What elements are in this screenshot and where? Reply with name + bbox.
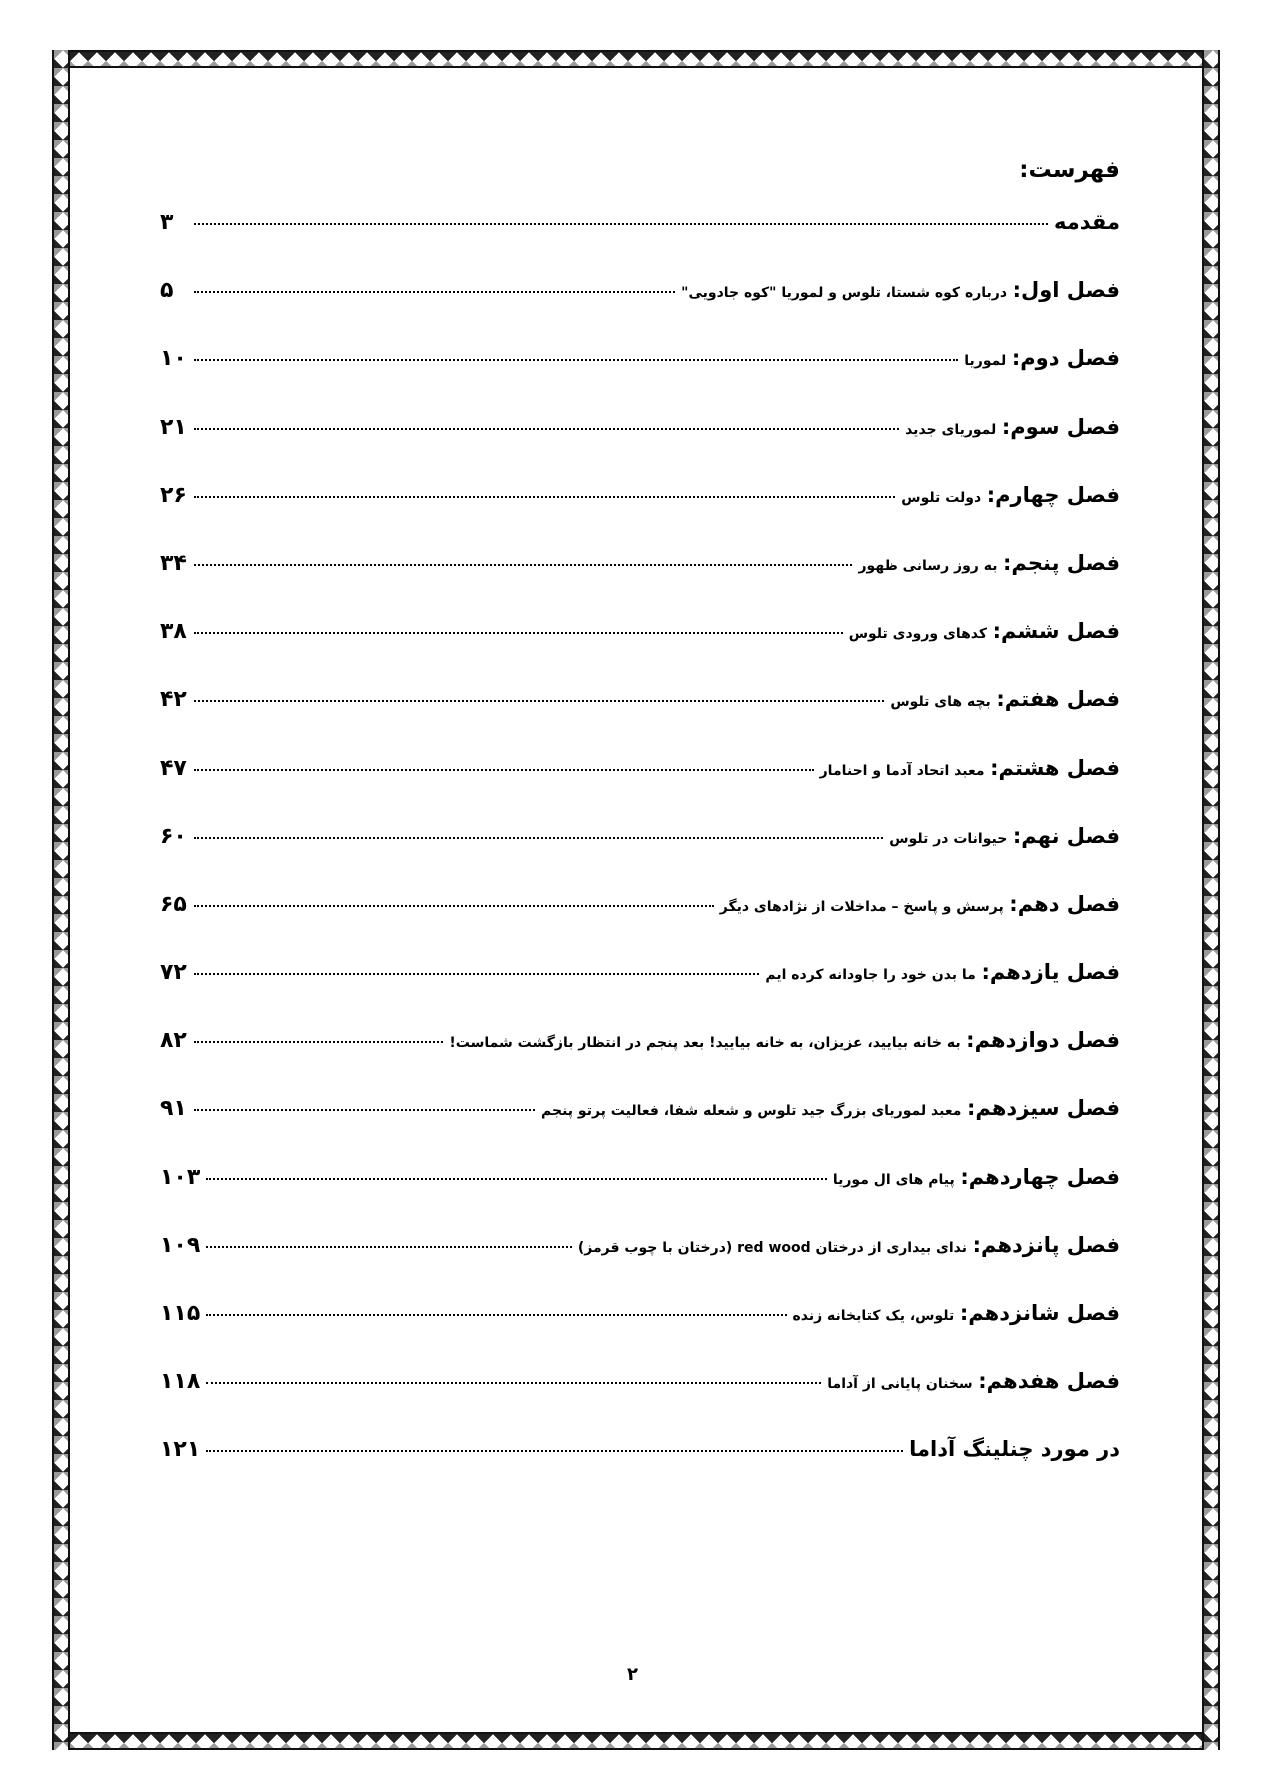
toc-entry-title <box>964 344 1120 375</box>
toc-chapter-label: فصل دهم: <box>1009 891 1120 916</box>
toc-chapter-subtitle: به خانه بیایید، عزیزان، به خانه بیایید! بعد پنجم در انتظار بازگشت شماست! <box>449 1035 961 1052</box>
dot-leader <box>194 632 843 634</box>
toc-entry <box>160 685 1120 753</box>
toc-page-number: ۱۱۸ <box>160 1369 201 1395</box>
toc-chapter-label: فصل پانزدهم: <box>972 1232 1120 1257</box>
toc-chapter-subtitle: پیام های ال موریا <box>832 1171 955 1188</box>
toc-page-number: ۳۸ <box>160 619 187 645</box>
dot-leader <box>194 1109 535 1111</box>
toc-chapter-label: فصل هفتم: <box>996 687 1120 712</box>
toc-entry <box>160 549 1120 617</box>
toc-entry <box>160 481 1120 549</box>
toc-entry <box>160 958 1120 1026</box>
toc-entry <box>160 1299 1120 1367</box>
toc-chapter-label: فصل اول: <box>1012 278 1120 303</box>
toc-chapter-subtitle: بچه های تلوس <box>890 694 991 711</box>
dot-leader <box>206 1246 572 1248</box>
toc-entry-title <box>720 890 1120 921</box>
toc-entry-title <box>901 481 1120 512</box>
toc-entry <box>160 754 1120 822</box>
toc-heading: فهرست: <box>1019 157 1120 183</box>
frame-border-right <box>1202 50 1220 1750</box>
toc-page-number: ۳۴ <box>160 550 187 576</box>
toc-chapter-subtitle: پرسش و پاسخ – مداخلات از نژادهای دیگر <box>719 898 1004 915</box>
toc-page-number: ۱۲۱ <box>160 1437 201 1463</box>
toc-entry-title <box>889 822 1120 853</box>
toc-chapter-label: در مورد چنلینگ آداما <box>909 1437 1120 1462</box>
dot-leader <box>194 769 814 771</box>
toc-entry <box>160 413 1120 481</box>
dot-leader <box>194 700 884 702</box>
toc-page-number: ۱۰ <box>160 346 187 372</box>
dot-leader <box>194 973 759 975</box>
toc-chapter-subtitle: حیوانات در تلوس <box>889 830 1008 847</box>
toc-page-number: ۱۱۵ <box>160 1301 201 1326</box>
toc-page-number: ۵ <box>160 278 174 304</box>
toc-chapter-label: فصل سیزدهم: <box>967 1096 1120 1121</box>
toc-chapter-subtitle: معبد اتحاد آدما و احنامار <box>819 762 985 779</box>
dot-leader <box>206 1450 903 1452</box>
frame-border-left <box>52 50 70 1750</box>
toc-entry <box>160 1163 1120 1231</box>
toc-chapter-label: فصل دوازدهم: <box>966 1028 1120 1053</box>
toc-entry <box>160 1231 1120 1299</box>
toc-entry-title <box>449 1026 1120 1057</box>
toc-entry <box>160 1435 1120 1503</box>
dot-leader <box>206 1178 827 1180</box>
toc-chapter-label: فصل سوم: <box>1001 414 1120 439</box>
toc-entry <box>160 208 1120 276</box>
toc-entry-title <box>890 685 1120 716</box>
toc-entry <box>160 1094 1120 1162</box>
toc-chapter-subtitle: به روز رسانی ظهور <box>858 557 998 574</box>
toc-page-number: ۶۵ <box>160 891 187 917</box>
toc-entry-title <box>578 1231 1120 1262</box>
toc-chapter-label: فصل هفدهم: <box>978 1369 1120 1394</box>
toc-entry <box>160 890 1120 958</box>
dot-leader <box>194 291 675 293</box>
dot-leader <box>194 496 895 498</box>
toc-list <box>160 208 1120 1504</box>
dot-leader <box>194 223 1048 225</box>
toc-chapter-subtitle: لموریا <box>964 353 1007 370</box>
toc-chapter-label: فصل یازدهم: <box>981 960 1120 985</box>
frame-border-top <box>52 50 1220 68</box>
toc-page-number: ۷۲ <box>160 960 187 986</box>
toc-page-number: ۲۱ <box>160 414 187 440</box>
dot-leader <box>194 905 714 907</box>
toc-entry-title <box>793 1299 1121 1330</box>
toc-chapter-label: فصل پنجم: <box>1003 550 1120 575</box>
toc-entry-title <box>833 1163 1120 1194</box>
toc-chapter-subtitle: کدهای ورودی تلوس <box>848 626 988 643</box>
dot-leader <box>194 359 958 361</box>
toc-chapter-subtitle: تلوس، یک کتابخانه زنده <box>792 1308 955 1324</box>
toc-entry-title <box>820 754 1120 785</box>
table-of-contents <box>160 150 1120 1504</box>
toc-chapter-subtitle: ندای بیداری از درختان red wood (درختان با چوب قرمز) <box>577 1239 967 1256</box>
toc-entry <box>160 1026 1120 1094</box>
toc-entry <box>160 617 1120 685</box>
toc-chapter-label: مقدمه <box>1054 210 1120 234</box>
dot-leader <box>194 837 883 839</box>
dot-leader <box>206 1382 821 1384</box>
dot-leader <box>194 1041 443 1043</box>
toc-chapter-label: فصل هشتم: <box>990 755 1120 780</box>
toc-chapter-subtitle: درباره کوه شستا، تلوس و لموریا "کوه جادویی" <box>681 285 1008 302</box>
toc-page-number: ۴۲ <box>160 687 187 713</box>
toc-chapter-label: فصل چهاردهم: <box>960 1164 1120 1189</box>
toc-entry <box>160 1367 1120 1435</box>
frame-border-bottom <box>52 1732 1220 1750</box>
toc-chapter-label: فصل ششم: <box>992 619 1120 644</box>
toc-page-number: ۸۲ <box>160 1028 187 1054</box>
toc-entry-title <box>905 413 1120 444</box>
toc-chapter-subtitle: ما بدن خود را جاودانه کرده ایم <box>765 967 976 984</box>
toc-entry-title <box>765 958 1120 989</box>
dot-leader <box>206 1314 786 1316</box>
toc-chapter-subtitle: لموریای جدید <box>905 421 997 438</box>
toc-entry <box>160 344 1120 412</box>
toc-page-number: ۲۶ <box>160 482 187 508</box>
toc-chapter-label: فصل شانزدهم: <box>959 1301 1120 1325</box>
page-number: ۲ <box>627 1664 638 1685</box>
toc-entry <box>160 822 1120 890</box>
toc-page-number: ۴۷ <box>160 755 187 781</box>
toc-chapter-subtitle: سخنان پایانی از آداما <box>827 1376 973 1393</box>
toc-entry <box>160 276 1120 344</box>
toc-page-number: ۹۱ <box>160 1096 187 1122</box>
toc-entry-title <box>827 1367 1120 1398</box>
dot-leader <box>194 428 899 430</box>
toc-entry-title <box>541 1094 1120 1125</box>
toc-entry-title <box>849 617 1120 648</box>
toc-chapter-label: فصل چهارم: <box>986 482 1120 507</box>
toc-page-number: ۶۰ <box>160 823 187 849</box>
toc-entry-title <box>858 549 1120 580</box>
toc-page-number: ۱۰۹ <box>160 1232 201 1258</box>
toc-entry-title <box>909 1435 1120 1465</box>
toc-entry-title <box>1054 208 1120 238</box>
toc-chapter-subtitle: معبد لموریای بزرگ جید تلوس و شعله شفا، فعالیت پرتو پنجم <box>541 1103 962 1120</box>
toc-entry-title <box>681 276 1120 307</box>
dot-leader <box>194 564 852 566</box>
toc-page-number: ۱۰۳ <box>160 1164 201 1190</box>
toc-chapter-subtitle: دولت تلوس <box>901 489 982 506</box>
toc-chapter-label: فصل دوم: <box>1011 346 1120 371</box>
toc-page-number: ۳ <box>160 210 174 235</box>
toc-chapter-label: فصل نهم: <box>1012 823 1120 848</box>
